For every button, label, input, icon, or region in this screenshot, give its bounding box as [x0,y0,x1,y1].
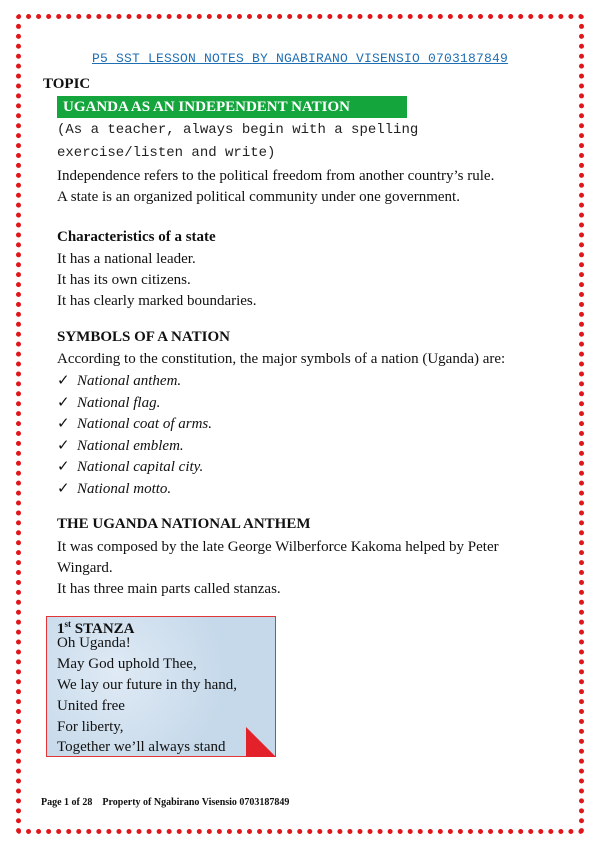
list-item [57,393,160,412]
section-heading: SYMBOLS OF A NATION [57,329,230,345]
instruction-line: (As a teacher, always begin with a spelling [57,122,419,138]
list-item-label: National emblem. [77,438,184,454]
definition-independence: Independence refers to the political freedom from another country’s rule. [57,168,495,184]
list-item: It has a national leader. [57,251,196,267]
topic-title: UGANDA AS AN INDEPENDENT NATION [57,96,407,118]
list-item: It has clearly marked boundaries. [57,293,257,309]
section-heading: THE UGANDA NATIONAL ANTHEM [57,516,311,532]
list-item [57,371,181,390]
list-item-label: National flag. [77,395,161,411]
stanza-note [46,616,276,757]
section-intro: According to the constitution, the major symbols of a nation (Uganda) are: [57,351,506,367]
stanza-line: For liberty, [57,719,124,735]
stanza-line: Oh Uganda! [57,635,131,651]
check-icon: ✓ [57,438,70,454]
check-icon: ✓ [57,481,70,497]
check-icon: ✓ [57,459,70,475]
stanza-line: May God uphold Thee, [57,656,197,672]
stanza-line: We lay our future in thy hand, [57,677,237,693]
stanza-line: United free [57,698,125,714]
check-icon: ✓ [57,395,70,411]
stanza-title: 1st STANZA [57,619,135,637]
topic-label: TOPIC [43,76,91,92]
list-item [57,479,171,498]
page-number: 1 [64,797,70,808]
section-heading: Characteristics of a state [57,229,216,245]
page-footer: Page 1 of 28 Property of Ngabirano Visensio 0703187849 [41,797,290,808]
check-icon: ✓ [57,416,70,432]
list-item-label: National anthem. [77,373,182,389]
list-item [57,436,184,455]
page-header: P5 SST LESSON NOTES BY NGABIRANO VISENSIO 0703187849 [91,51,509,66]
instruction-line: exercise/listen and write) [57,145,276,161]
list-item-label: National capital city. [77,459,204,475]
definition-state: A state is an organized political community under one government. [57,189,460,205]
page-curl-icon [246,727,276,757]
paragraph-line: Wingard. [57,560,113,576]
page-total: 28 [82,797,93,808]
list-item [57,457,203,476]
paragraph-line: It was composed by the late George Wilberforce Kakoma helped by Peter [57,539,499,555]
list-item-label: National motto. [77,481,172,497]
stanza-line: Together we’ll always stand [57,739,226,755]
list-item: It has its own citizens. [57,272,191,288]
paragraph-line: It has three main parts called stanzas. [57,581,281,597]
list-item [57,414,212,433]
footer-property: Property of Ngabirano Visensio 0703187849 [102,797,290,808]
list-item-label: National coat of arms. [77,416,213,432]
check-icon: ✓ [57,373,70,389]
